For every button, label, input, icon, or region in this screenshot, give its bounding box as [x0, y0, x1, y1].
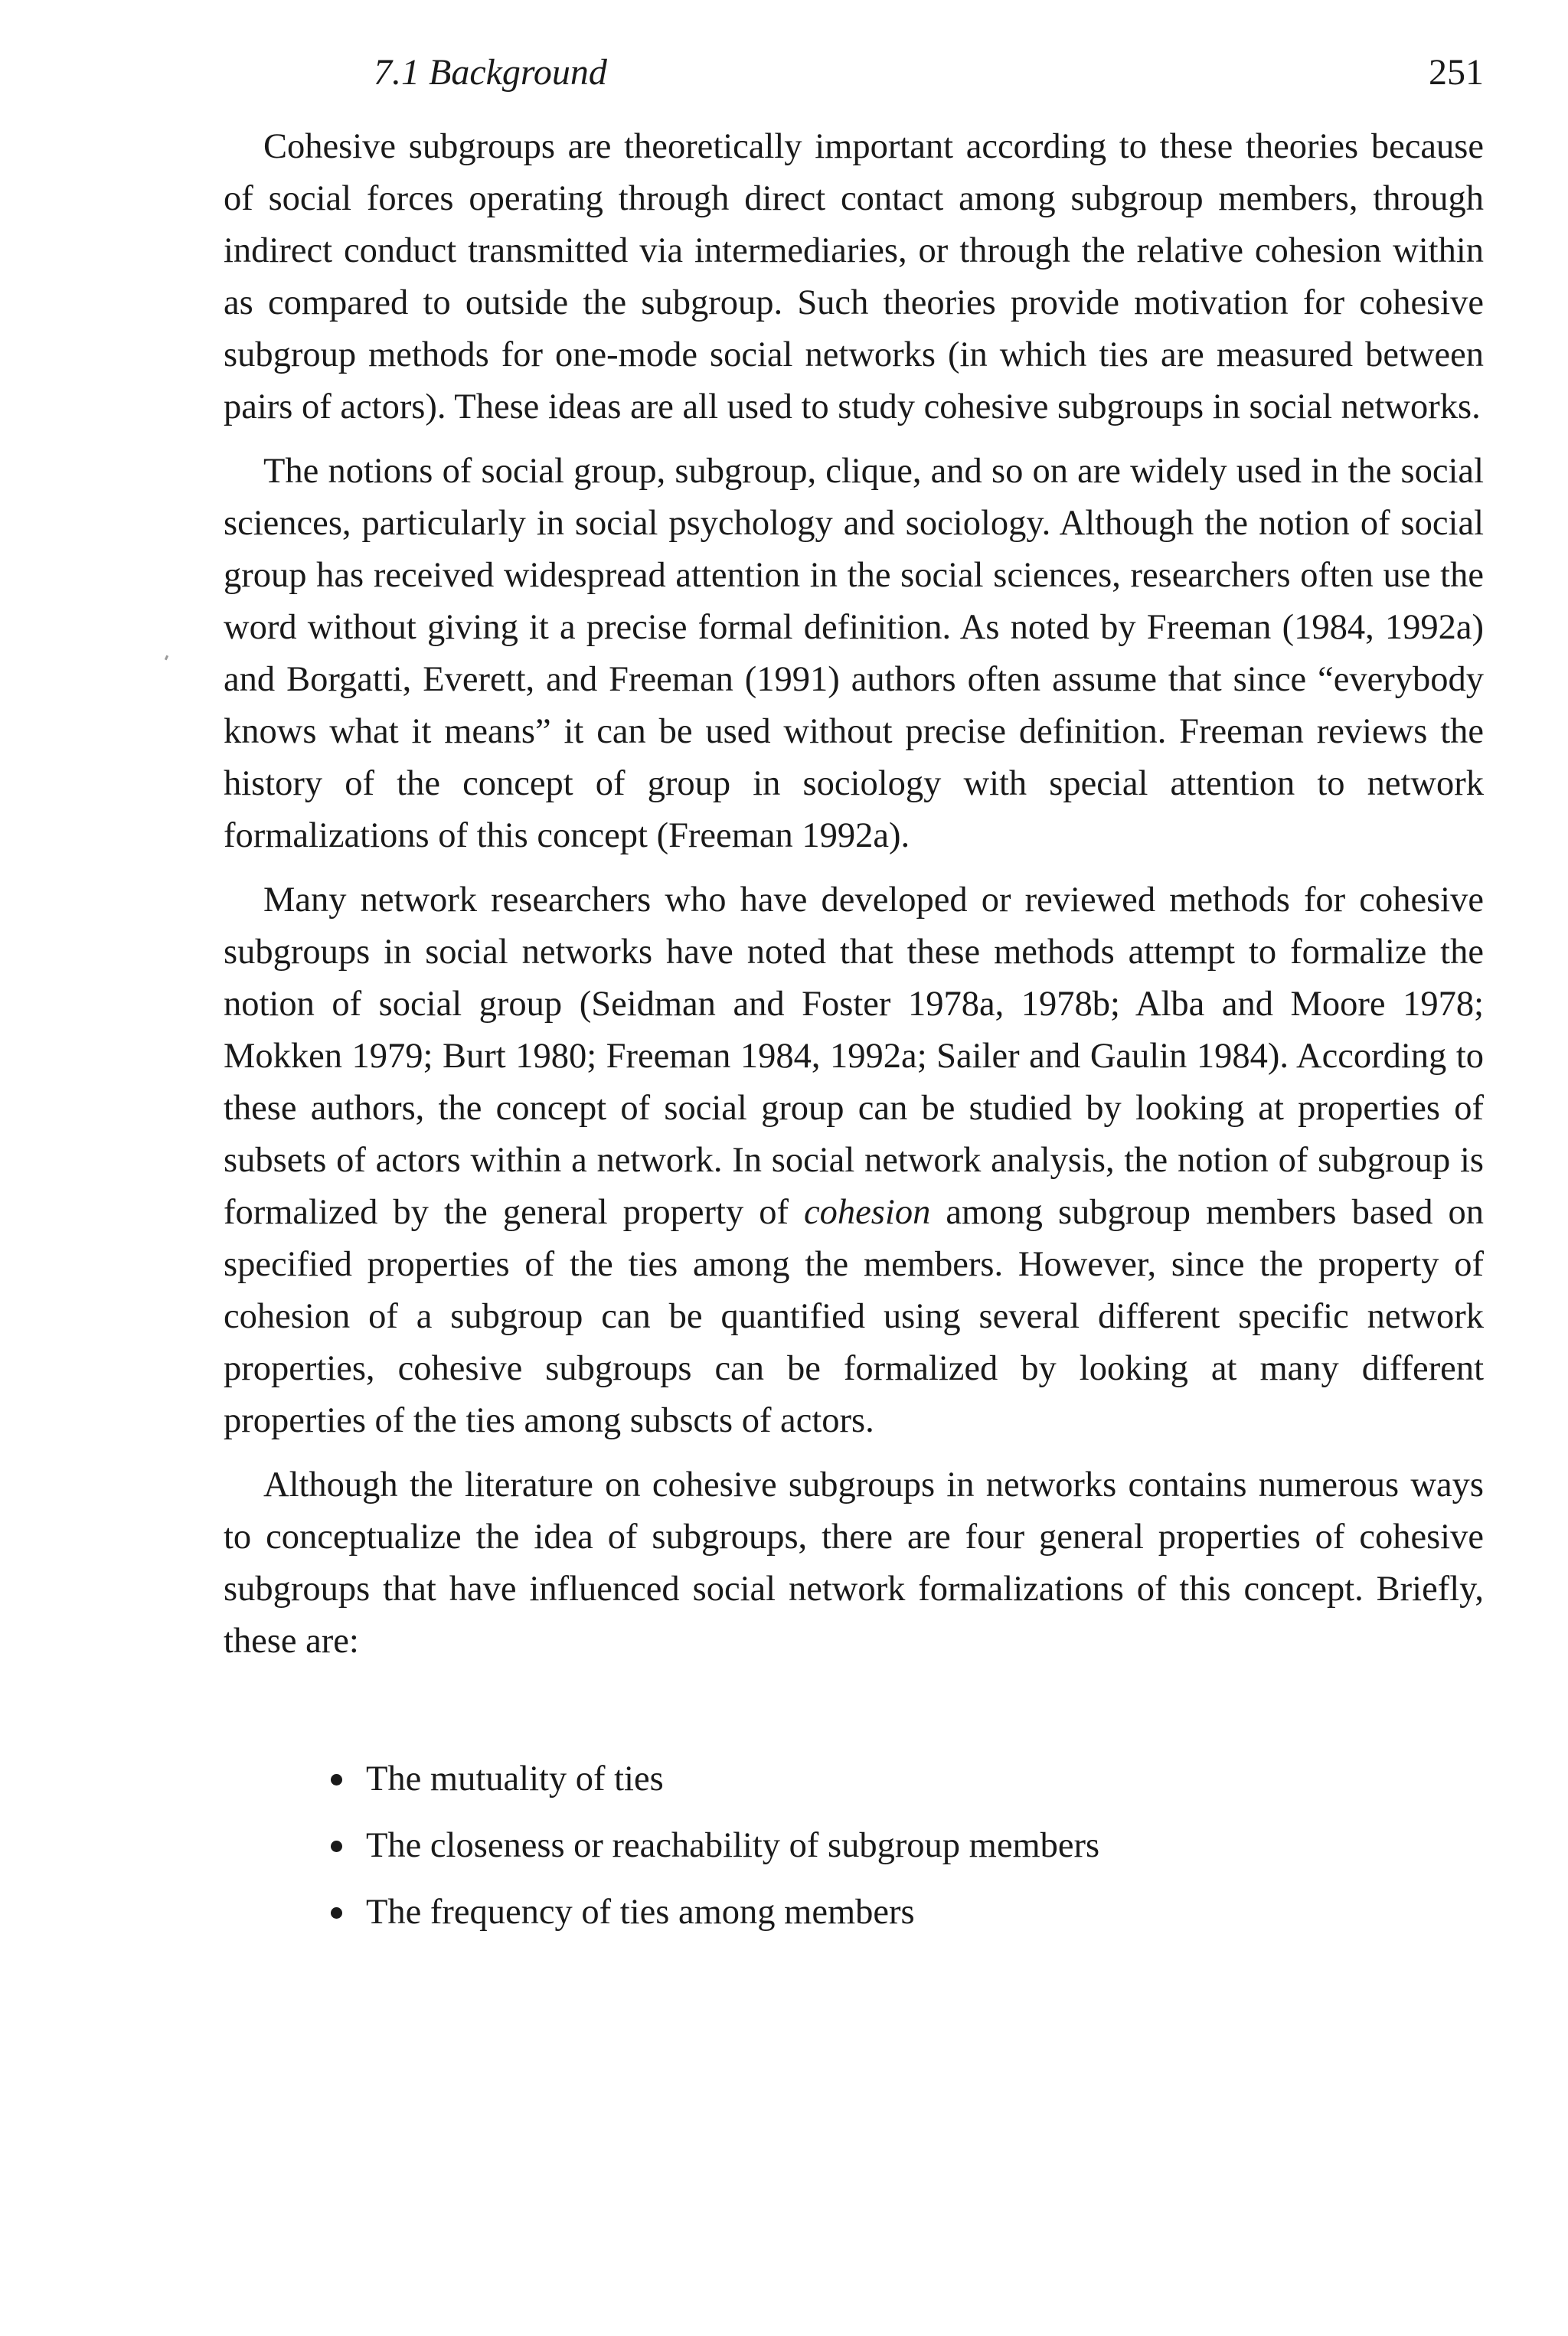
scan-speck: [165, 655, 168, 661]
running-head: [374, 46, 1484, 100]
bullet-icon: [331, 1907, 342, 1919]
paragraph-1: Cohesive subgroups are theoretically important according to these theories because of social forces operating through direct contact among subgroup members, through indirect conduct transmitted via intermediaries, or through the relative cohesion within as compared to outside the subgroup. Such theories provide motivation for cohesive subgroup methods for one-mode social networks (in which ties are measured between pairs of actors). These ideas are all used to study cohesive subgroups in social networks.: [224, 127, 1484, 426]
paragraph-3-text-b: among subgroup members based on specified properties of the ties among the members. However, since the property of cohesion of a subgroup can be quantified using several different specific network properties, cohesive subgroups can be formalized by looking at many different properties of the ties among subscts of actors.: [224, 1193, 1484, 1440]
list-item: [331, 1820, 1484, 1872]
list-item: [331, 1887, 1484, 1939]
emphasis-cohesion: cohesion: [804, 1193, 931, 1232]
paragraph-3-text-a: Many network researchers who have developed or reviewed methods for cohesive subgroups in social networks have noted that these methods attempt to formalize the notion of social group (Seidman and Foster 1978a, 1978b; Alba and Moore 1978; Mokken 1979; Burt 1980; Freeman 1984, 1992a; Sailer and Gaulin 1984). According to these authors, the concept of social group can be studied by looking at properties of subsets of actors within a network. In social network analysis, the notion of subgroup is formalized by the general property of: [224, 880, 1484, 1232]
paragraph-3: [224, 874, 1484, 1447]
section-title: 7.1 Background: [374, 52, 607, 93]
bullet-icon: [331, 1774, 342, 1785]
page-number: 251: [1429, 52, 1484, 93]
paragraph-4: Although the literature on cohesive subgroups in networks contains numerous ways to conceptualize the idea of subgroups, there are four general properties of cohesive subgroups that have influenced social network formalizations of this concept. Briefly, these are:: [224, 1465, 1484, 1661]
property-list: [224, 1753, 1484, 1939]
paragraph-2: The notions of social group, subgroup, clique, and so on are widely used in the social sciences, particularly in social psychology and sociology. Although the notion of social group has received widespread attention in the social sciences, researchers often use the word without giving it a precise formal definition. As noted by Freeman (1984, 1992a) and Borgatti, Everett, and Freeman (1991) authors often assume that since “everybody knows what it means” it can be used without precise definition. Freeman reviews the history of the concept of group in sociology with special attention to network formalizations of this concept (Freeman 1992a).: [224, 452, 1484, 855]
list-item: [331, 1753, 1484, 1805]
list-item-text: The mutuality of ties: [366, 1759, 664, 1799]
bullet-icon: [331, 1841, 342, 1852]
body-text: [224, 121, 1484, 1953]
list-item-text: The frequency of ties among members: [366, 1893, 915, 1932]
list-item-text: The closeness or reachability of subgroup members: [366, 1826, 1100, 1865]
